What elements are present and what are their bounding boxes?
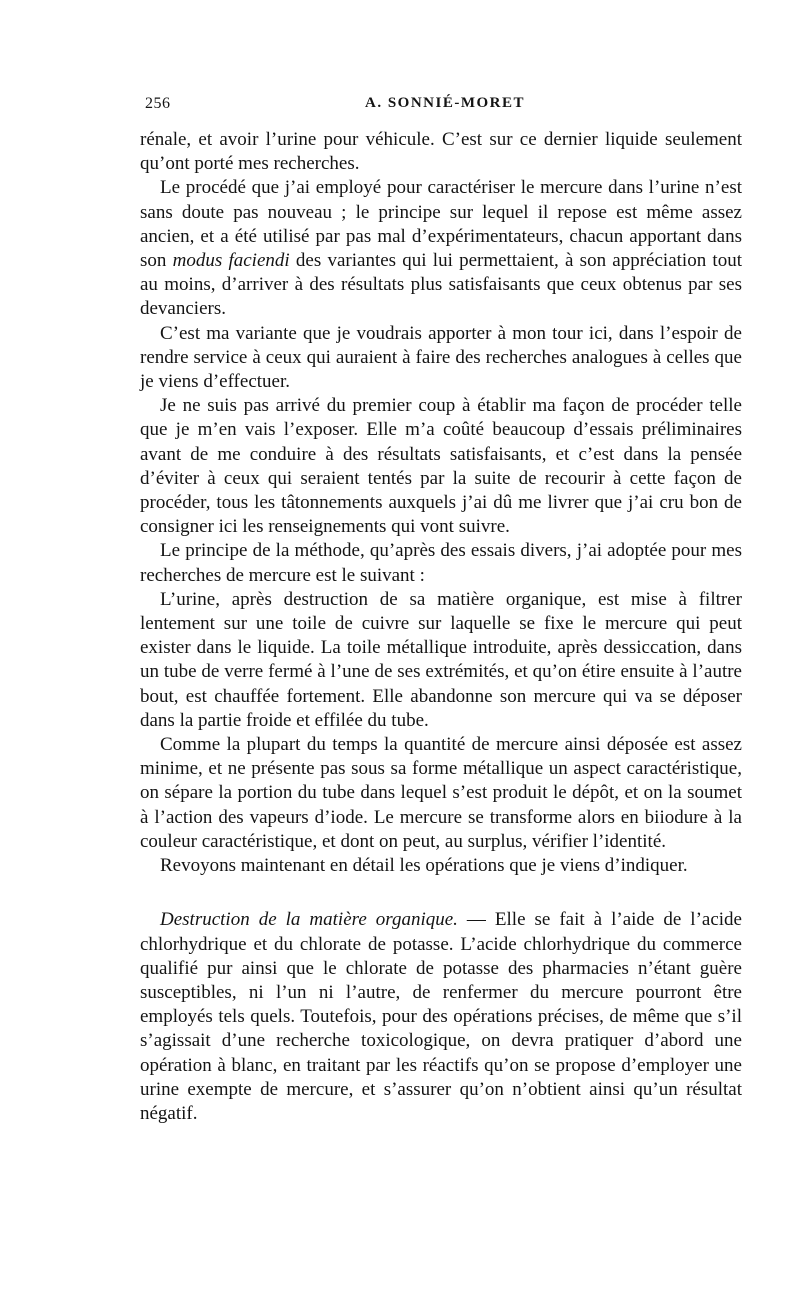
- paragraph: Je ne suis pas arrivé du premier coup à établir ma façon de procéder telle que je m’en vais l’exposer. Elle m’a coûté beaucoup d’essais préliminaires avant de me conduire à des résultats satisfaisants, et c’est dans la pensée d’éviter à ceux qui seraient tentés par la suite de recourir à cette façon de procéder, tous les tâtonnements auxquels j’ai dû me livrer que j’ai cru bon de consigner ici les renseignements qui vont suivre.: [140, 395, 742, 538]
- section-heading: Destruction de la matière organique.: [160, 909, 458, 931]
- paragraph: Comme la plupart du temps la quantité de mercure ainsi déposée est assez minime, et ne présente pas sous sa forme métallique un aspect caractéristique, on sépare la portion du tube dans lequel s’est produit le dépôt, et on la soumet à l’action des vapeurs d’iode. Le mercure se transforme alors en biiodure à la couleur caractéristique, et dont on peut, au surplus, vérifier l’identité.: [140, 734, 742, 852]
- latin-phrase: modus faciendi: [172, 250, 290, 272]
- paragraph: rénale, et avoir l’urine pour véhicule. C’est sur ce dernier liquide seulement qu’ont porté mes recherches.: [140, 129, 742, 175]
- paragraph: L’urine, après destruction de sa matière organique, est mise à filtrer lentement sur une toile de cuivre sur laquelle se fixe le mercure qui peut exister dans le liquide. La toile métallique introduite, après dessiccation, dans un tube de verre fermé à l’une de ses extrémités, et qu’on étire ensuite à l’autre bout, est chauffée fortement. Elle abandonne son mercure qui va se déposer dans la partie froide et effilée du tube.: [140, 588, 742, 731]
- paragraph: C’est ma variante que je voudrais apporter à mon tour ici, dans l’espoir de rendre service à ceux qui auraient à faire des recherches analogues à celles que je viens d’effectuer.: [140, 322, 742, 393]
- paragraph: Le principe de la méthode, qu’après des essais divers, j’ai adoptée pour mes recherches de mercure est le suivant :: [140, 540, 742, 586]
- page-number: 256: [145, 95, 171, 112]
- running-head: A. SONNIÉ-MORET: [364, 95, 525, 111]
- paragraph: Revoyons maintenant en détail les opérations que je viens d’indiquer.: [160, 855, 688, 877]
- body-text: [140, 128, 742, 1126]
- section-paragraph: Destruction de la matière organique. — Elle se fait à l’aide de l’acide chlorhydrique et du chlorate de potasse. L’acide chlorhydrique du commerce qualifié pur ainsi que le chlorate de potasse des pharmacies n’étant guère susceptibles, ni l’un ni l’autre, de renfermer du mercure pourront être employés tels quels. Toutefois, pour des opérations précises, de même que s’il s’agissait d’une recherche toxicologique, on devra pratiquer d’abord une opération à blanc, en traitant par les réactifs qu’on se propose d’employer une urine exempte de mercure, et s’assurer qu’on n’obtient ainsi qu’un résultat négatif.: [140, 909, 742, 1124]
- page-header: [145, 95, 745, 119]
- paragraph: Le procédé que j’ai employé pour caractériser le mercure dans l’urine n’est sans doute pas nouveau ; le principe sur lequel il repose est même assez ancien, et a été utilisé par pas mal d’expérimentateurs, chacun apportant dans son modus faciendi des variantes qui lui permettaient, à son appréciation tout au moins, d’arriver à des résultats plus satisfaisants que ceux obtenus par ses devanciers.: [140, 177, 742, 320]
